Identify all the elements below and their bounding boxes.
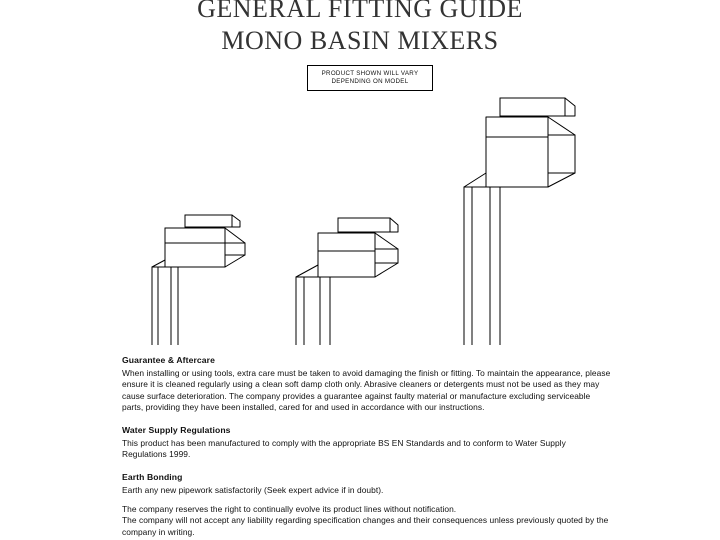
title-line-primary: GENERAL FITTING GUIDE xyxy=(197,0,523,23)
section-heading: Guarantee & Aftercare xyxy=(122,355,216,365)
footer-disclaimer xyxy=(122,504,612,538)
page-title xyxy=(0,0,720,56)
section-text: Earth any new pipework satisfactorily (Seek expert advice if in doubt). xyxy=(122,484,384,495)
section-text: When installing or using tools, extra care must be taken to avoid damaging the finish or fitting. To maintain the appearance, please ensure it is cleaned regularly using a clean soft damp cloth only. Abrasive cleaners or detergents must not be used as they may cause surface deterioration. The company provides a guarantee against faulty material or manufacture excluding serviceable parts, providing they have been installed, cared for and used in accordance with our instructions. xyxy=(122,368,611,413)
section-guarantee-aftercare xyxy=(122,355,612,414)
section-text: This product has been manufactured to comply with the appropriate BS EN Standards and to conform to Water Supply Regulations 1999. xyxy=(122,437,566,460)
section-earth-bonding xyxy=(122,472,612,496)
mono-basin-mixer-small-drawing xyxy=(148,215,245,345)
product-illustrations xyxy=(0,55,720,345)
mono-basin-mixer-medium-drawing xyxy=(291,218,398,345)
footer-paragraph-1: The company reserves the right to continually evolve its product lines without notification. xyxy=(122,503,457,514)
note-line-1: PRODUCT SHOWN WILL VARY xyxy=(321,69,419,77)
document-body xyxy=(122,355,612,538)
section-heading: Earth Bonding xyxy=(122,471,183,482)
footer-paragraph-2: The company will not accept any liability regarding specification changes and their consequences unless previously quoted by the company in writing. xyxy=(122,515,609,537)
mono-basin-mixer-tall-drawing xyxy=(459,98,575,345)
section-water-supply-regulations xyxy=(122,425,612,461)
title-line-secondary: MONO BASIN MIXERS xyxy=(221,25,499,55)
section-heading: Water Supply Regulations xyxy=(122,424,231,435)
note-line-2: DEPENDING ON MODEL xyxy=(331,78,409,85)
